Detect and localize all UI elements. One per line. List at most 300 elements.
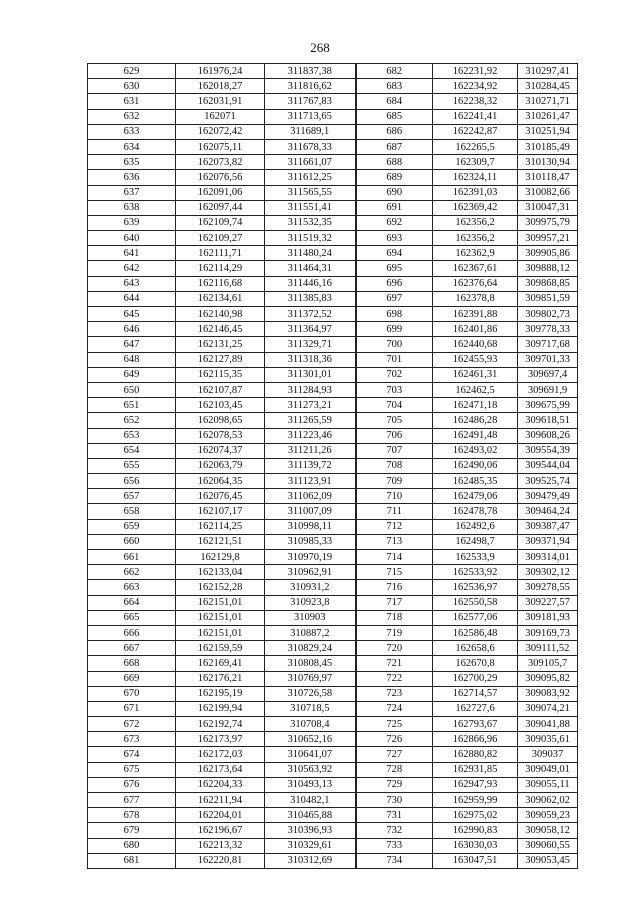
table-row — [88, 641, 578, 656]
x-coordinate-cell: 162714,57 — [433, 686, 518, 701]
table-row — [88, 823, 578, 838]
y-coordinate-cell: 309095,82 — [518, 671, 578, 686]
x-coordinate-cell: 162114,29 — [176, 261, 265, 276]
y-coordinate-cell: 309314,01 — [518, 550, 578, 565]
point-number-cell: 672 — [88, 717, 176, 732]
point-number-cell: 638 — [88, 200, 176, 215]
y-coordinate-cell: 309802,73 — [518, 307, 578, 322]
x-coordinate-cell: 162073,82 — [176, 155, 265, 170]
y-coordinate-cell: 309544,04 — [518, 458, 578, 473]
table-row — [88, 656, 578, 671]
y-coordinate-cell: 311446,16 — [265, 276, 356, 291]
x-coordinate-cell: 162498,7 — [433, 534, 518, 549]
table-row — [88, 793, 578, 808]
table-row — [88, 565, 578, 580]
x-coordinate-cell: 162367,61 — [433, 261, 518, 276]
y-coordinate-cell: 309479,49 — [518, 489, 578, 504]
x-coordinate-cell: 162533,9 — [433, 550, 518, 565]
x-coordinate-cell: 162121,51 — [176, 534, 265, 549]
table-row — [88, 853, 578, 868]
y-coordinate-cell: 309058,12 — [518, 823, 578, 838]
x-coordinate-cell: 162793,67 — [433, 717, 518, 732]
x-coordinate-cell: 162151,01 — [176, 625, 265, 640]
table-row — [88, 79, 578, 94]
point-number-cell: 685 — [356, 109, 433, 124]
table-row — [88, 322, 578, 337]
x-coordinate-cell: 162109,74 — [176, 215, 265, 230]
y-coordinate-cell: 311385,83 — [265, 291, 356, 306]
y-coordinate-cell: 311532,35 — [265, 215, 356, 230]
x-coordinate-cell: 162063,79 — [176, 458, 265, 473]
point-number-cell: 703 — [356, 382, 433, 397]
point-number-cell: 722 — [356, 671, 433, 686]
point-number-cell: 670 — [88, 686, 176, 701]
point-number-cell: 666 — [88, 625, 176, 640]
point-number-cell: 642 — [88, 261, 176, 276]
point-number-cell: 643 — [88, 276, 176, 291]
table-row — [88, 808, 578, 823]
x-coordinate-cell: 163047,51 — [433, 853, 518, 868]
y-coordinate-cell: 311301,01 — [265, 367, 356, 382]
table-row — [88, 215, 578, 230]
x-coordinate-cell: 162727,6 — [433, 701, 518, 716]
y-coordinate-cell: 311211,26 — [265, 443, 356, 458]
table-row — [88, 701, 578, 716]
y-coordinate-cell: 309957,21 — [518, 231, 578, 246]
table-row — [88, 534, 578, 549]
y-coordinate-cell: 310808,45 — [265, 656, 356, 671]
point-number-cell: 667 — [88, 641, 176, 656]
table-row — [88, 291, 578, 306]
point-number-cell: 661 — [88, 550, 176, 565]
point-number-cell: 637 — [88, 185, 176, 200]
y-coordinate-cell: 310493,13 — [265, 777, 356, 792]
point-number-cell: 690 — [356, 185, 433, 200]
y-coordinate-cell: 310261,47 — [518, 109, 578, 124]
x-coordinate-cell: 162533,92 — [433, 565, 518, 580]
x-coordinate-cell: 162176,21 — [176, 671, 265, 686]
x-coordinate-cell: 162115,35 — [176, 367, 265, 382]
y-coordinate-cell: 309083,92 — [518, 686, 578, 701]
point-number-cell: 651 — [88, 398, 176, 413]
point-number-cell: 653 — [88, 428, 176, 443]
y-coordinate-cell: 310251,94 — [518, 124, 578, 139]
y-coordinate-cell: 311372,52 — [265, 307, 356, 322]
x-coordinate-cell: 163030,03 — [433, 838, 518, 853]
point-number-cell: 647 — [88, 337, 176, 352]
x-coordinate-cell: 162586,48 — [433, 625, 518, 640]
table-row — [88, 474, 578, 489]
x-coordinate-cell: 162455,93 — [433, 352, 518, 367]
table-row — [88, 337, 578, 352]
x-coordinate-cell: 162700,29 — [433, 671, 518, 686]
point-number-cell: 657 — [88, 489, 176, 504]
y-coordinate-cell: 310047,31 — [518, 200, 578, 215]
y-coordinate-cell: 311318,36 — [265, 352, 356, 367]
point-number-cell: 706 — [356, 428, 433, 443]
y-coordinate-cell: 310652,16 — [265, 732, 356, 747]
y-coordinate-cell: 311273,21 — [265, 398, 356, 413]
point-number-cell: 689 — [356, 170, 433, 185]
y-coordinate-cell: 311007,09 — [265, 504, 356, 519]
point-number-cell: 683 — [356, 79, 433, 94]
page-number: 268 — [310, 40, 330, 55]
point-number-cell: 693 — [356, 231, 433, 246]
y-coordinate-cell: 309227,57 — [518, 595, 578, 610]
y-coordinate-cell: 309851,59 — [518, 291, 578, 306]
table-row — [88, 109, 578, 124]
point-number-cell: 639 — [88, 215, 176, 230]
point-number-cell: 650 — [88, 382, 176, 397]
x-coordinate-cell: 162493,02 — [433, 443, 518, 458]
x-coordinate-cell: 162990,83 — [433, 823, 518, 838]
point-number-cell: 632 — [88, 109, 176, 124]
x-coordinate-cell: 162670,8 — [433, 656, 518, 671]
x-coordinate-cell: 162362,9 — [433, 246, 518, 261]
y-coordinate-cell: 310769,97 — [265, 671, 356, 686]
point-number-cell: 713 — [356, 534, 433, 549]
point-number-cell: 726 — [356, 732, 433, 747]
y-coordinate-cell: 309701,33 — [518, 352, 578, 367]
point-number-cell: 629 — [88, 64, 176, 79]
table-row — [88, 155, 578, 170]
x-coordinate-cell: 162486,28 — [433, 413, 518, 428]
y-coordinate-cell: 311551,41 — [265, 200, 356, 215]
table-row — [88, 170, 578, 185]
y-coordinate-cell: 309035,61 — [518, 732, 578, 747]
point-number-cell: 659 — [88, 519, 176, 534]
y-coordinate-cell: 309464,24 — [518, 504, 578, 519]
x-coordinate-cell: 162103,45 — [176, 398, 265, 413]
y-coordinate-cell: 311816,62 — [265, 79, 356, 94]
table-row — [88, 504, 578, 519]
y-coordinate-cell: 311265,59 — [265, 413, 356, 428]
x-coordinate-cell: 162211,94 — [176, 793, 265, 808]
y-coordinate-cell: 311329,71 — [265, 337, 356, 352]
table-row — [88, 777, 578, 792]
x-coordinate-cell: 162220,81 — [176, 853, 265, 868]
point-number-cell: 688 — [356, 155, 433, 170]
point-number-cell: 709 — [356, 474, 433, 489]
point-number-cell: 677 — [88, 793, 176, 808]
y-coordinate-cell: 310998,11 — [265, 519, 356, 534]
y-coordinate-cell: 310482,1 — [265, 793, 356, 808]
y-coordinate-cell: 310329,61 — [265, 838, 356, 853]
point-number-cell: 734 — [356, 853, 433, 868]
y-coordinate-cell: 309049,01 — [518, 762, 578, 777]
y-coordinate-cell: 309697,4 — [518, 367, 578, 382]
x-coordinate-cell: 162471,18 — [433, 398, 518, 413]
y-coordinate-cell: 309105,7 — [518, 656, 578, 671]
y-coordinate-cell: 309618,51 — [518, 413, 578, 428]
x-coordinate-cell: 162064,35 — [176, 474, 265, 489]
point-number-cell: 699 — [356, 322, 433, 337]
coordinates-table — [87, 63, 578, 869]
y-coordinate-cell: 309975,79 — [518, 215, 578, 230]
x-coordinate-cell: 162072,42 — [176, 124, 265, 139]
point-number-cell: 664 — [88, 595, 176, 610]
y-coordinate-cell: 310118,47 — [518, 170, 578, 185]
x-coordinate-cell: 162376,64 — [433, 276, 518, 291]
y-coordinate-cell: 309778,33 — [518, 322, 578, 337]
y-coordinate-cell: 311123,91 — [265, 474, 356, 489]
x-coordinate-cell: 162140,98 — [176, 307, 265, 322]
table-row — [88, 838, 578, 853]
x-coordinate-cell: 162880,82 — [433, 747, 518, 762]
point-number-cell: 655 — [88, 458, 176, 473]
y-coordinate-cell: 309608,26 — [518, 428, 578, 443]
point-number-cell: 660 — [88, 534, 176, 549]
y-coordinate-cell: 311464,31 — [265, 261, 356, 276]
point-number-cell: 729 — [356, 777, 433, 792]
x-coordinate-cell: 162309,7 — [433, 155, 518, 170]
table-row — [88, 489, 578, 504]
point-number-cell: 635 — [88, 155, 176, 170]
table-row — [88, 276, 578, 291]
point-number-cell: 728 — [356, 762, 433, 777]
point-number-cell: 686 — [356, 124, 433, 139]
x-coordinate-cell: 162199,94 — [176, 701, 265, 716]
point-number-cell: 630 — [88, 79, 176, 94]
y-coordinate-cell: 309169,73 — [518, 625, 578, 640]
point-number-cell: 708 — [356, 458, 433, 473]
point-number-cell: 733 — [356, 838, 433, 853]
coordinates-table-body — [88, 64, 578, 869]
point-number-cell: 694 — [356, 246, 433, 261]
point-number-cell: 721 — [356, 656, 433, 671]
point-number-cell: 679 — [88, 823, 176, 838]
y-coordinate-cell: 310082,66 — [518, 185, 578, 200]
y-coordinate-cell: 309371,94 — [518, 534, 578, 549]
y-coordinate-cell: 309888,12 — [518, 261, 578, 276]
y-coordinate-cell: 310563,92 — [265, 762, 356, 777]
x-coordinate-cell: 162111,71 — [176, 246, 265, 261]
point-number-cell: 675 — [88, 762, 176, 777]
y-coordinate-cell: 311713,65 — [265, 109, 356, 124]
x-coordinate-cell: 162440,68 — [433, 337, 518, 352]
y-coordinate-cell: 311223,46 — [265, 428, 356, 443]
x-coordinate-cell: 162152,28 — [176, 580, 265, 595]
table-row — [88, 352, 578, 367]
x-coordinate-cell: 162242,87 — [433, 124, 518, 139]
point-number-cell: 720 — [356, 641, 433, 656]
y-coordinate-cell: 311565,55 — [265, 185, 356, 200]
table-row — [88, 443, 578, 458]
y-coordinate-cell: 309053,45 — [518, 853, 578, 868]
table-row — [88, 428, 578, 443]
x-coordinate-cell: 162378,8 — [433, 291, 518, 306]
y-coordinate-cell: 309059,23 — [518, 808, 578, 823]
point-number-cell: 654 — [88, 443, 176, 458]
y-coordinate-cell: 311139,72 — [265, 458, 356, 473]
point-number-cell: 696 — [356, 276, 433, 291]
x-coordinate-cell: 162134,61 — [176, 291, 265, 306]
x-coordinate-cell: 162931,85 — [433, 762, 518, 777]
x-coordinate-cell: 162485,35 — [433, 474, 518, 489]
x-coordinate-cell: 162074,37 — [176, 443, 265, 458]
point-number-cell: 646 — [88, 322, 176, 337]
y-coordinate-cell: 309905,86 — [518, 246, 578, 261]
y-coordinate-cell: 310284,45 — [518, 79, 578, 94]
x-coordinate-cell: 162491,48 — [433, 428, 518, 443]
point-number-cell: 641 — [88, 246, 176, 261]
y-coordinate-cell: 309181,93 — [518, 610, 578, 625]
y-coordinate-cell: 309074,21 — [518, 701, 578, 716]
y-coordinate-cell: 311284,93 — [265, 382, 356, 397]
x-coordinate-cell: 162116,68 — [176, 276, 265, 291]
table-row — [88, 139, 578, 154]
point-number-cell: 691 — [356, 200, 433, 215]
point-number-cell: 723 — [356, 686, 433, 701]
y-coordinate-cell: 310465,88 — [265, 808, 356, 823]
point-number-cell: 687 — [356, 139, 433, 154]
y-coordinate-cell: 310185,49 — [518, 139, 578, 154]
table-row — [88, 124, 578, 139]
point-number-cell: 674 — [88, 747, 176, 762]
x-coordinate-cell: 162461,31 — [433, 367, 518, 382]
y-coordinate-cell: 311767,83 — [265, 94, 356, 109]
point-number-cell: 648 — [88, 352, 176, 367]
point-number-cell: 701 — [356, 352, 433, 367]
point-number-cell: 698 — [356, 307, 433, 322]
point-number-cell: 634 — [88, 139, 176, 154]
x-coordinate-cell: 162550,58 — [433, 595, 518, 610]
table-row — [88, 307, 578, 322]
y-coordinate-cell: 310887,2 — [265, 625, 356, 640]
x-coordinate-cell: 161976,24 — [176, 64, 265, 79]
point-number-cell: 669 — [88, 671, 176, 686]
point-number-cell: 665 — [88, 610, 176, 625]
y-coordinate-cell: 310726,58 — [265, 686, 356, 701]
point-number-cell: 724 — [356, 701, 433, 716]
point-number-cell: 704 — [356, 398, 433, 413]
x-coordinate-cell: 162129,8 — [176, 550, 265, 565]
point-number-cell: 649 — [88, 367, 176, 382]
y-coordinate-cell: 310923,8 — [265, 595, 356, 610]
y-coordinate-cell: 309055,11 — [518, 777, 578, 792]
x-coordinate-cell: 162173,97 — [176, 732, 265, 747]
x-coordinate-cell: 162078,53 — [176, 428, 265, 443]
point-number-cell: 640 — [88, 231, 176, 246]
point-number-cell: 631 — [88, 94, 176, 109]
y-coordinate-cell: 309037 — [518, 747, 578, 762]
x-coordinate-cell: 162231,92 — [433, 64, 518, 79]
point-number-cell: 727 — [356, 747, 433, 762]
y-coordinate-cell: 310718,5 — [265, 701, 356, 716]
point-number-cell: 681 — [88, 853, 176, 868]
x-coordinate-cell: 162391,03 — [433, 185, 518, 200]
x-coordinate-cell: 162091,06 — [176, 185, 265, 200]
table-row — [88, 185, 578, 200]
y-coordinate-cell: 311661,07 — [265, 155, 356, 170]
y-coordinate-cell: 310396,93 — [265, 823, 356, 838]
point-number-cell: 668 — [88, 656, 176, 671]
y-coordinate-cell: 311689,1 — [265, 124, 356, 139]
table-row — [88, 64, 578, 79]
y-coordinate-cell: 310271,71 — [518, 94, 578, 109]
x-coordinate-cell: 162018,27 — [176, 79, 265, 94]
x-coordinate-cell: 162356,2 — [433, 215, 518, 230]
point-number-cell: 636 — [88, 170, 176, 185]
y-coordinate-cell: 310297,41 — [518, 64, 578, 79]
x-coordinate-cell: 162031,91 — [176, 94, 265, 109]
x-coordinate-cell: 162195,19 — [176, 686, 265, 701]
y-coordinate-cell: 310931,2 — [265, 580, 356, 595]
table-row — [88, 610, 578, 625]
point-number-cell: 697 — [356, 291, 433, 306]
table-row — [88, 458, 578, 473]
y-coordinate-cell: 310962,91 — [265, 565, 356, 580]
x-coordinate-cell: 162172,03 — [176, 747, 265, 762]
point-number-cell: 676 — [88, 777, 176, 792]
y-coordinate-cell: 309041,88 — [518, 717, 578, 732]
x-coordinate-cell: 162114,25 — [176, 519, 265, 534]
x-coordinate-cell: 162204,01 — [176, 808, 265, 823]
point-number-cell: 719 — [356, 625, 433, 640]
y-coordinate-cell: 311837,38 — [265, 64, 356, 79]
x-coordinate-cell: 162213,32 — [176, 838, 265, 853]
point-number-cell: 682 — [356, 64, 433, 79]
x-coordinate-cell: 162866,96 — [433, 732, 518, 747]
y-coordinate-cell: 309060,55 — [518, 838, 578, 853]
y-coordinate-cell: 309691,9 — [518, 382, 578, 397]
table-row — [88, 550, 578, 565]
x-coordinate-cell: 162071 — [176, 109, 265, 124]
point-number-cell: 732 — [356, 823, 433, 838]
x-coordinate-cell: 162107,87 — [176, 382, 265, 397]
table-row — [88, 231, 578, 246]
y-coordinate-cell: 309675,99 — [518, 398, 578, 413]
table-row — [88, 413, 578, 428]
y-coordinate-cell: 310312,69 — [265, 853, 356, 868]
point-number-cell: 695 — [356, 261, 433, 276]
point-number-cell: 633 — [88, 124, 176, 139]
point-number-cell: 644 — [88, 291, 176, 306]
table-row — [88, 625, 578, 640]
x-coordinate-cell: 162975,02 — [433, 808, 518, 823]
x-coordinate-cell: 162401,86 — [433, 322, 518, 337]
table-row — [88, 246, 578, 261]
table-row — [88, 747, 578, 762]
x-coordinate-cell: 162173,64 — [176, 762, 265, 777]
x-coordinate-cell: 162098,65 — [176, 413, 265, 428]
point-number-cell: 711 — [356, 504, 433, 519]
point-number-cell: 718 — [356, 610, 433, 625]
table-row — [88, 595, 578, 610]
point-number-cell: 705 — [356, 413, 433, 428]
point-number-cell: 680 — [88, 838, 176, 853]
x-coordinate-cell: 162479,06 — [433, 489, 518, 504]
point-number-cell: 700 — [356, 337, 433, 352]
point-number-cell: 730 — [356, 793, 433, 808]
point-number-cell: 684 — [356, 94, 433, 109]
table-row — [88, 94, 578, 109]
point-number-cell: 673 — [88, 732, 176, 747]
y-coordinate-cell: 311062,09 — [265, 489, 356, 504]
x-coordinate-cell: 162324,11 — [433, 170, 518, 185]
point-number-cell: 652 — [88, 413, 176, 428]
x-coordinate-cell: 162159,59 — [176, 641, 265, 656]
y-coordinate-cell: 310970,19 — [265, 550, 356, 565]
x-coordinate-cell: 162959,99 — [433, 793, 518, 808]
table-row — [88, 717, 578, 732]
table-row — [88, 671, 578, 686]
x-coordinate-cell: 162131,25 — [176, 337, 265, 352]
x-coordinate-cell: 162076,45 — [176, 489, 265, 504]
table-row — [88, 398, 578, 413]
y-coordinate-cell: 311519,32 — [265, 231, 356, 246]
y-coordinate-cell: 309554,39 — [518, 443, 578, 458]
